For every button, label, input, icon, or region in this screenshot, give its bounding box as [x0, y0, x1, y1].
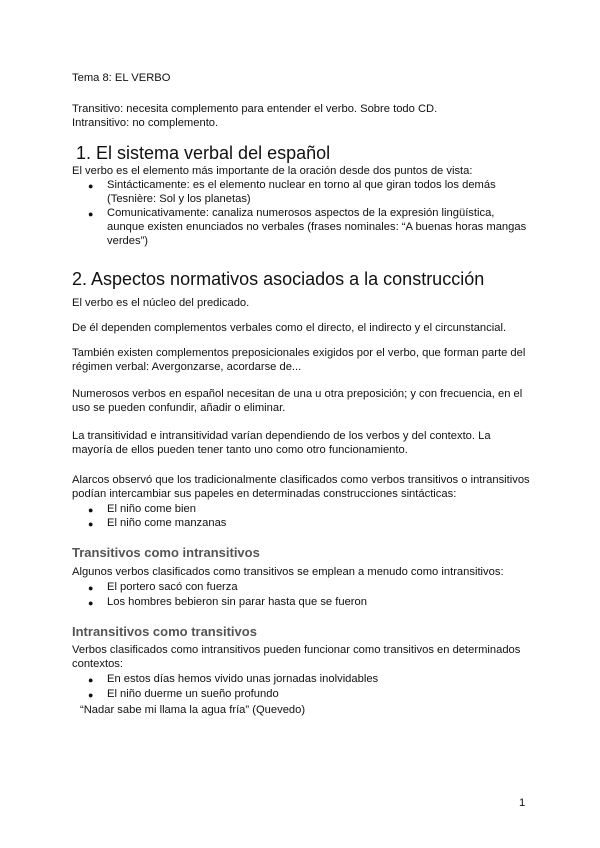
- bullet-icon: ●: [88, 519, 94, 529]
- list-item-line: Comunicativamente: canaliza numerosos aspectos de la expresión lingüística,: [107, 207, 495, 219]
- section-1-heading: 1. El sistema verbal del español: [76, 143, 331, 163]
- paragraph: uso se pueden confundir, añadir o eliminar.: [72, 402, 286, 414]
- list-item-line: aunque existen enunciados no verbales (frases nominales: “A buenas horas mangas: [107, 221, 527, 233]
- bullet-icon: ●: [88, 675, 94, 685]
- quote: “Nadar sabe mi llama la agua fría” (Quevedo): [80, 704, 306, 716]
- subsection-heading: Intransitivos como transitivos: [72, 624, 257, 639]
- paragraph: Verbos clasificados como intransitivos pueden funcionar como transitivos en determinados: [72, 644, 521, 656]
- page-number: 1: [519, 797, 526, 809]
- list-item: El niño come manzanas: [107, 517, 227, 529]
- paragraph: Alarcos observó que los tradicionalmente clasificados como verbos transitivos o intransitivos: [72, 474, 530, 486]
- bullet-icon: ●: [88, 181, 94, 191]
- list-item-line: Sintácticamente: es el elemento nuclear en torno al que giran todos los demás: [107, 179, 496, 191]
- paragraph: contextos:: [72, 658, 123, 670]
- bullet-icon: ●: [88, 505, 94, 515]
- paragraph: La transitividad e intransitividad varían dependiendo de los verbos y del contexto. La: [72, 430, 491, 442]
- list-item: El niño duerme un sueño profundo: [107, 688, 279, 700]
- paragraph: De él dependen complementos verbales como el directo, el indirecto y el circunstancial.: [72, 322, 507, 334]
- bullet-icon: ●: [88, 583, 94, 593]
- paragraph: régimen verbal: Avergonzarse, acordarse de...: [72, 361, 302, 373]
- paragraph: Algunos verbos clasificados como transitivos se emplean a menudo como intransitivos:: [72, 566, 504, 578]
- subsection-heading: Transitivos como intransitivos: [72, 545, 260, 560]
- section-1-intro: El verbo es el elemento más importante de la oración desde dos puntos de vista:: [72, 165, 473, 177]
- section-2-heading: 2. Aspectos normativos asociados a la construcción: [72, 269, 485, 289]
- definition-transitive: Transitivo: necesita complemento para entender el verbo. Sobre todo CD.: [72, 103, 438, 115]
- list-item-line: verdes”): [107, 235, 149, 247]
- list-item: Los hombres bebieron sin parar hasta que se fueron: [107, 596, 367, 608]
- list-item-line: (Tesnière: Sol y los planetas): [107, 193, 251, 205]
- paragraph: Numerosos verbos en español necesitan de una u otra preposición; y con frecuencia, en el: [72, 388, 523, 400]
- list-item: El niño come bien: [107, 503, 196, 515]
- bullet-icon: ●: [88, 209, 94, 219]
- list-item: En estos días hemos vivido unas jornadas inolvidables: [107, 673, 379, 685]
- paragraph: También existen complementos preposicionales exigidos por el verbo, que forman parte del: [72, 347, 526, 359]
- definition-intransitive: Intransitivo: no complemento.: [72, 117, 219, 129]
- paragraph: podían intercambiar sus papeles en determinadas construcciones sintácticas:: [72, 488, 457, 500]
- bullet-icon: ●: [88, 598, 94, 608]
- list-item: El portero sacó con fuerza: [107, 581, 238, 593]
- bullet-icon: ●: [88, 690, 94, 700]
- paragraph: mayoría de ellos pueden tener tanto uno como otro funcionamiento.: [72, 444, 408, 456]
- paragraph: El verbo es el núcleo del predicado.: [72, 297, 250, 309]
- topic-title: Tema 8: EL VERBO: [72, 72, 171, 84]
